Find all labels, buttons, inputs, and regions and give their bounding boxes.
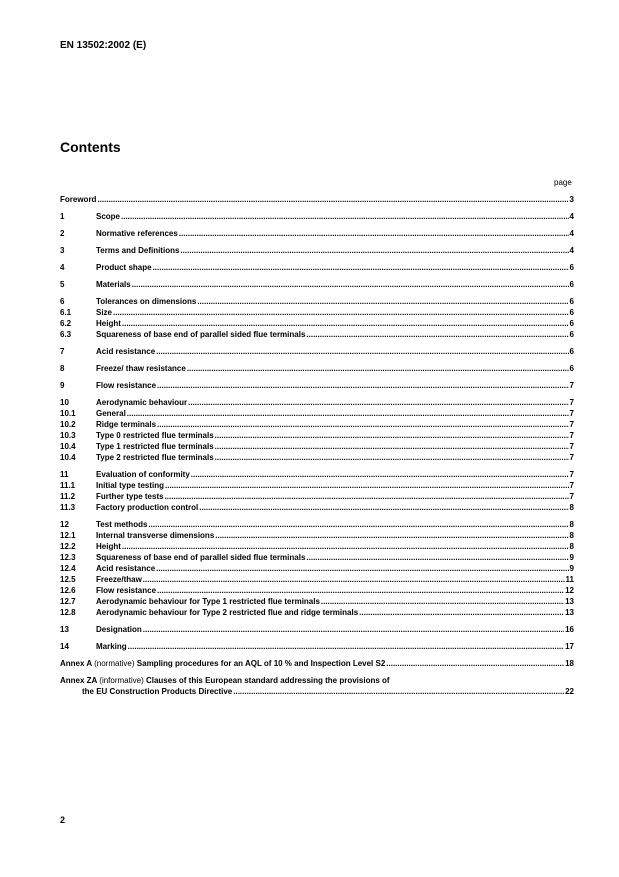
dot-leader [113, 307, 569, 318]
toc-entry-title: Materials [96, 280, 131, 289]
annex-za-page: 22 [565, 687, 574, 696]
toc-entry-line [96, 607, 574, 618]
annex-za-label: Annex ZA [60, 676, 98, 685]
toc-entry[interactable] [60, 262, 574, 273]
toc-entry-title: Tolerances on dimensions [96, 297, 197, 306]
toc-entry-page: 7 [569, 481, 574, 490]
toc-entry-title: Evaluation of conformity [96, 470, 190, 479]
toc-entry-title: Aerodynamic behaviour [96, 398, 188, 407]
toc-entry-page: 8 [569, 520, 574, 529]
toc-entry-number: 5 [60, 280, 65, 289]
toc-entry-number: 11.1 [60, 481, 76, 490]
dot-leader [199, 502, 568, 513]
toc-entry-number: 14 [60, 642, 69, 651]
toc-entry-number: 1 [60, 212, 65, 221]
toc-entry-line [96, 307, 574, 318]
toc-entry-title: Freeze/thaw [96, 575, 142, 584]
toc-entry-page: 16 [565, 625, 574, 634]
toc-entry[interactable] [60, 279, 574, 290]
toc-entry-line [96, 245, 574, 256]
toc-entry[interactable] [60, 307, 574, 318]
toc-entry[interactable] [60, 519, 574, 530]
toc-entry-title: Aerodynamic behaviour for Type 2 restricted flue and ridge terminals [96, 608, 359, 617]
toc-entry-number: 12.2 [60, 542, 76, 551]
toc-entry-line [96, 380, 574, 391]
toc-entry-line [96, 329, 574, 340]
toc-entry[interactable] [60, 574, 574, 585]
toc-entry-title: Marking [96, 642, 127, 651]
toc-entry-number: 2 [60, 229, 65, 238]
toc-entry-page: 4 [569, 212, 574, 221]
table-of-contents [60, 194, 574, 697]
toc-entry[interactable] [60, 452, 574, 463]
toc-entry-page: 7 [569, 381, 574, 390]
toc-entry-page: 7 [569, 409, 574, 418]
toc-entry-page: 7 [569, 431, 574, 440]
toc-entry[interactable] [60, 469, 574, 480]
toc-entry-title: Type 1 restricted flue terminals [96, 442, 214, 451]
toc-entry-number: 12 [60, 520, 69, 529]
toc-entry-page: 6 [569, 297, 574, 306]
dot-leader [180, 245, 568, 256]
dot-leader [197, 296, 568, 307]
toc-entry-title: Aerodynamic behaviour for Type 1 restricted flue terminals [96, 597, 320, 606]
toc-entry-page: 9 [569, 564, 574, 573]
toc-entry[interactable] [60, 607, 574, 618]
dot-leader [306, 329, 568, 340]
toc-entry-title: Size [96, 308, 113, 317]
toc-entry-line [96, 452, 574, 463]
dot-leader [97, 194, 568, 205]
page-column-label: page [554, 178, 572, 187]
toc-entry-line [96, 363, 574, 374]
toc-entry-number: 12.4 [60, 564, 76, 573]
annex-a-text: Sampling procedures for an AQL of 10 % and Inspection Level S2 [136, 659, 386, 668]
toc-entry-page: 7 [569, 420, 574, 429]
toc-entry-title: Factory production control [96, 503, 199, 512]
toc-entry-number: 6.3 [60, 330, 72, 339]
dot-leader [143, 624, 564, 635]
toc-entry[interactable] [60, 228, 574, 239]
dot-leader [179, 228, 569, 239]
toc-entry[interactable] [60, 541, 574, 552]
toc-entry-page: 9 [569, 553, 574, 562]
toc-entry-number: 6.2 [60, 319, 72, 328]
toc-entry-title: Designation [96, 625, 142, 634]
dot-leader [157, 380, 569, 391]
toc-entry-title: Terms and Definitions [96, 246, 180, 255]
dot-leader [156, 346, 568, 357]
toc-entry[interactable] [60, 502, 574, 513]
toc-entry-line [96, 491, 574, 502]
dot-leader [121, 211, 569, 222]
dot-leader [165, 491, 569, 502]
toc-entry-page: 8 [569, 531, 574, 540]
toc-entry-title: General [96, 409, 126, 418]
toc-entry-number: 7 [60, 347, 65, 356]
dot-leader [187, 363, 569, 374]
toc-entry-title: Height [96, 319, 121, 328]
toc-entry[interactable] [60, 346, 574, 357]
toc-entry-title: Ridge terminals [96, 420, 157, 429]
toc-entry-title: Type 2 restricted flue terminals [96, 453, 214, 462]
toc-entry-title: Height [96, 542, 121, 551]
toc-entry[interactable] [60, 441, 574, 452]
toc-entry-title: Flow resistance [96, 381, 157, 390]
toc-entry-line [96, 574, 574, 585]
toc-entry-title: Test methods [96, 520, 148, 529]
dot-leader [127, 408, 569, 419]
toc-entry-line [96, 318, 574, 329]
toc-entry-number: 8 [60, 364, 65, 373]
annex-a-kind: (normative) [94, 659, 135, 668]
toc-entry-number: 12.3 [60, 553, 76, 562]
toc-entry-line [96, 552, 574, 563]
toc-entry-page: 6 [569, 280, 574, 289]
toc-entry-number: 12.8 [60, 608, 76, 617]
toc-entry-line [96, 596, 574, 607]
toc-entry[interactable] [60, 245, 574, 256]
toc-entry-number: 11.3 [60, 503, 76, 512]
dot-leader [215, 441, 569, 452]
dot-leader [215, 452, 569, 463]
annex-za-text-1: Clauses of this European standard addressing the provisions of [145, 676, 390, 685]
toc-entry-title: Acid resistance [96, 347, 156, 356]
toc-entry-page: 6 [569, 308, 574, 317]
toc-entry-page: 13 [565, 597, 574, 606]
toc-entry-title: Type 0 restricted flue terminals [96, 431, 214, 440]
toc-entry-page: 7 [569, 453, 574, 462]
toc-entry-page: 11 [565, 575, 574, 584]
toc-entry-line [96, 408, 574, 419]
toc-entry-page: 6 [569, 263, 574, 272]
annex-a-page: 18 [565, 659, 574, 668]
dot-leader [153, 262, 569, 273]
toc-entry-line [96, 519, 574, 530]
annex-za-kind: (informative) [99, 676, 144, 685]
toc-entry[interactable] [60, 296, 574, 307]
toc-entry-line [96, 228, 574, 239]
toc-entry[interactable] [60, 585, 574, 596]
toc-entry-number: 12.5 [60, 575, 76, 584]
toc-entry[interactable] [60, 380, 574, 391]
toc-entry-number: 10.4 [60, 442, 76, 451]
dot-leader [148, 519, 568, 530]
toc-entry-number: 11 [60, 470, 69, 479]
toc-entry-line [96, 430, 574, 441]
toc-entry-number: 10 [60, 398, 69, 407]
toc-entry-page: 6 [569, 347, 574, 356]
dot-leader [156, 563, 568, 574]
toc-entry[interactable] [60, 430, 574, 441]
toc-entry-page: 6 [569, 319, 574, 328]
toc-entry-title: Flow resistance [96, 586, 157, 595]
toc-entry-line [96, 211, 574, 222]
toc-entry-page: 7 [569, 492, 574, 501]
dot-leader [359, 607, 564, 618]
footer-page-number: 2 [60, 815, 66, 825]
toc-entry-number: 11.2 [60, 492, 76, 501]
toc-entry-line [96, 262, 574, 273]
dot-leader [143, 574, 565, 585]
toc-entry-number: 6 [60, 297, 65, 306]
toc-entry-title: Foreword [60, 195, 97, 204]
toc-entry-line [96, 563, 574, 574]
toc-entry-line [96, 279, 574, 290]
toc-entry-page: 4 [569, 246, 574, 255]
dot-leader [165, 480, 569, 491]
annex-a-label: Annex A [60, 659, 92, 668]
dot-leader [386, 658, 564, 669]
toc-entry-line [96, 585, 574, 596]
toc-entry-title: Acid resistance [96, 564, 156, 573]
toc-entry-line [96, 624, 574, 635]
toc-entry-page: 12 [565, 586, 574, 595]
toc-entry-line [96, 441, 574, 452]
dot-leader [132, 279, 569, 290]
toc-entry-line [96, 502, 574, 513]
toc-entry-page: 4 [569, 229, 574, 238]
toc-entry[interactable] [60, 624, 574, 635]
toc-entry[interactable] [60, 211, 574, 222]
toc-entry-line [96, 346, 574, 357]
toc-entry[interactable] [60, 408, 574, 419]
dot-leader [122, 541, 569, 552]
toc-entry-title: Normative references [96, 229, 178, 238]
toc-entry-number: 12.6 [60, 586, 76, 595]
toc-entry[interactable] [60, 194, 574, 205]
toc-entry-number: 10.4 [60, 453, 76, 462]
toc-entry-page: 7 [569, 398, 574, 407]
toc-entry-number: 10.2 [60, 420, 76, 429]
toc-entry-page: 7 [569, 442, 574, 451]
toc-entry-line [96, 296, 574, 307]
toc-entry[interactable] [60, 641, 574, 652]
dot-leader [191, 469, 569, 480]
toc-entry-number: 6.1 [60, 308, 72, 317]
toc-entry-line [96, 419, 574, 430]
toc-entry-page: 7 [569, 470, 574, 479]
toc-entry-page: 6 [569, 364, 574, 373]
toc-entry-title: Freeze/ thaw resistance [96, 364, 186, 373]
toc-annex-a[interactable] [60, 658, 574, 669]
toc-entry[interactable] [60, 596, 574, 607]
toc-entry-page: 3 [569, 195, 574, 204]
toc-entries [60, 194, 574, 652]
toc-entry-line [96, 530, 574, 541]
toc-entry-number: 10.3 [60, 431, 76, 440]
toc-entry-title: Initial type testing [96, 481, 165, 490]
dot-leader [128, 641, 564, 652]
toc-entry-page: 6 [569, 330, 574, 339]
toc-entry[interactable] [60, 491, 574, 502]
toc-entry-line [96, 541, 574, 552]
dot-leader [157, 419, 569, 430]
toc-entry-line [60, 194, 574, 205]
toc-entry-number: 13 [60, 625, 69, 634]
dot-leader [157, 585, 564, 596]
toc-entry-title: Further type tests [96, 492, 164, 501]
dot-leader [233, 686, 564, 697]
page-title: Contents [60, 139, 121, 155]
toc-entry[interactable] [60, 552, 574, 563]
toc-entry-number: 3 [60, 246, 65, 255]
dot-leader [215, 530, 568, 541]
toc-entry-line [96, 480, 574, 491]
dot-leader [215, 430, 569, 441]
toc-entry-number: 10.1 [60, 409, 76, 418]
dot-leader [188, 397, 568, 408]
toc-annex-za[interactable] [60, 675, 574, 697]
document-id: EN 13502:2002 (E) [60, 40, 147, 51]
toc-entry[interactable] [60, 530, 574, 541]
dot-leader [122, 318, 569, 329]
toc-entry-line [96, 469, 574, 480]
toc-entry[interactable] [60, 480, 574, 491]
toc-entry-title: Scope [96, 212, 121, 221]
toc-entry-page: 13 [565, 608, 574, 617]
toc-entry-page: 8 [569, 542, 574, 551]
toc-entry-title: Product shape [96, 263, 152, 272]
toc-entry-number: 12.7 [60, 597, 76, 606]
toc-entry[interactable] [60, 318, 574, 329]
toc-entry-line [96, 641, 574, 652]
toc-entry[interactable] [60, 363, 574, 374]
dot-leader [321, 596, 564, 607]
toc-entry-page: 8 [569, 503, 574, 512]
toc-entry-line [96, 397, 574, 408]
annex-za-text-2: the EU Construction Products Directive [82, 687, 233, 696]
toc-entry[interactable] [60, 563, 574, 574]
toc-entry[interactable] [60, 329, 574, 340]
toc-entry[interactable] [60, 397, 574, 408]
toc-entry-number: 9 [60, 381, 65, 390]
toc-entry-title: Squareness of base end of parallel sided flue terminals [96, 553, 306, 562]
toc-entry-title: Squareness of base end of parallel sided flue terminals [96, 330, 306, 339]
toc-entry[interactable] [60, 419, 574, 430]
toc-entry-number: 12.1 [60, 531, 76, 540]
toc-entry-page: 17 [565, 642, 574, 651]
toc-entry-title: Internal transverse dimensions [96, 531, 215, 540]
dot-leader [306, 552, 568, 563]
toc-entry-number: 4 [60, 263, 65, 272]
